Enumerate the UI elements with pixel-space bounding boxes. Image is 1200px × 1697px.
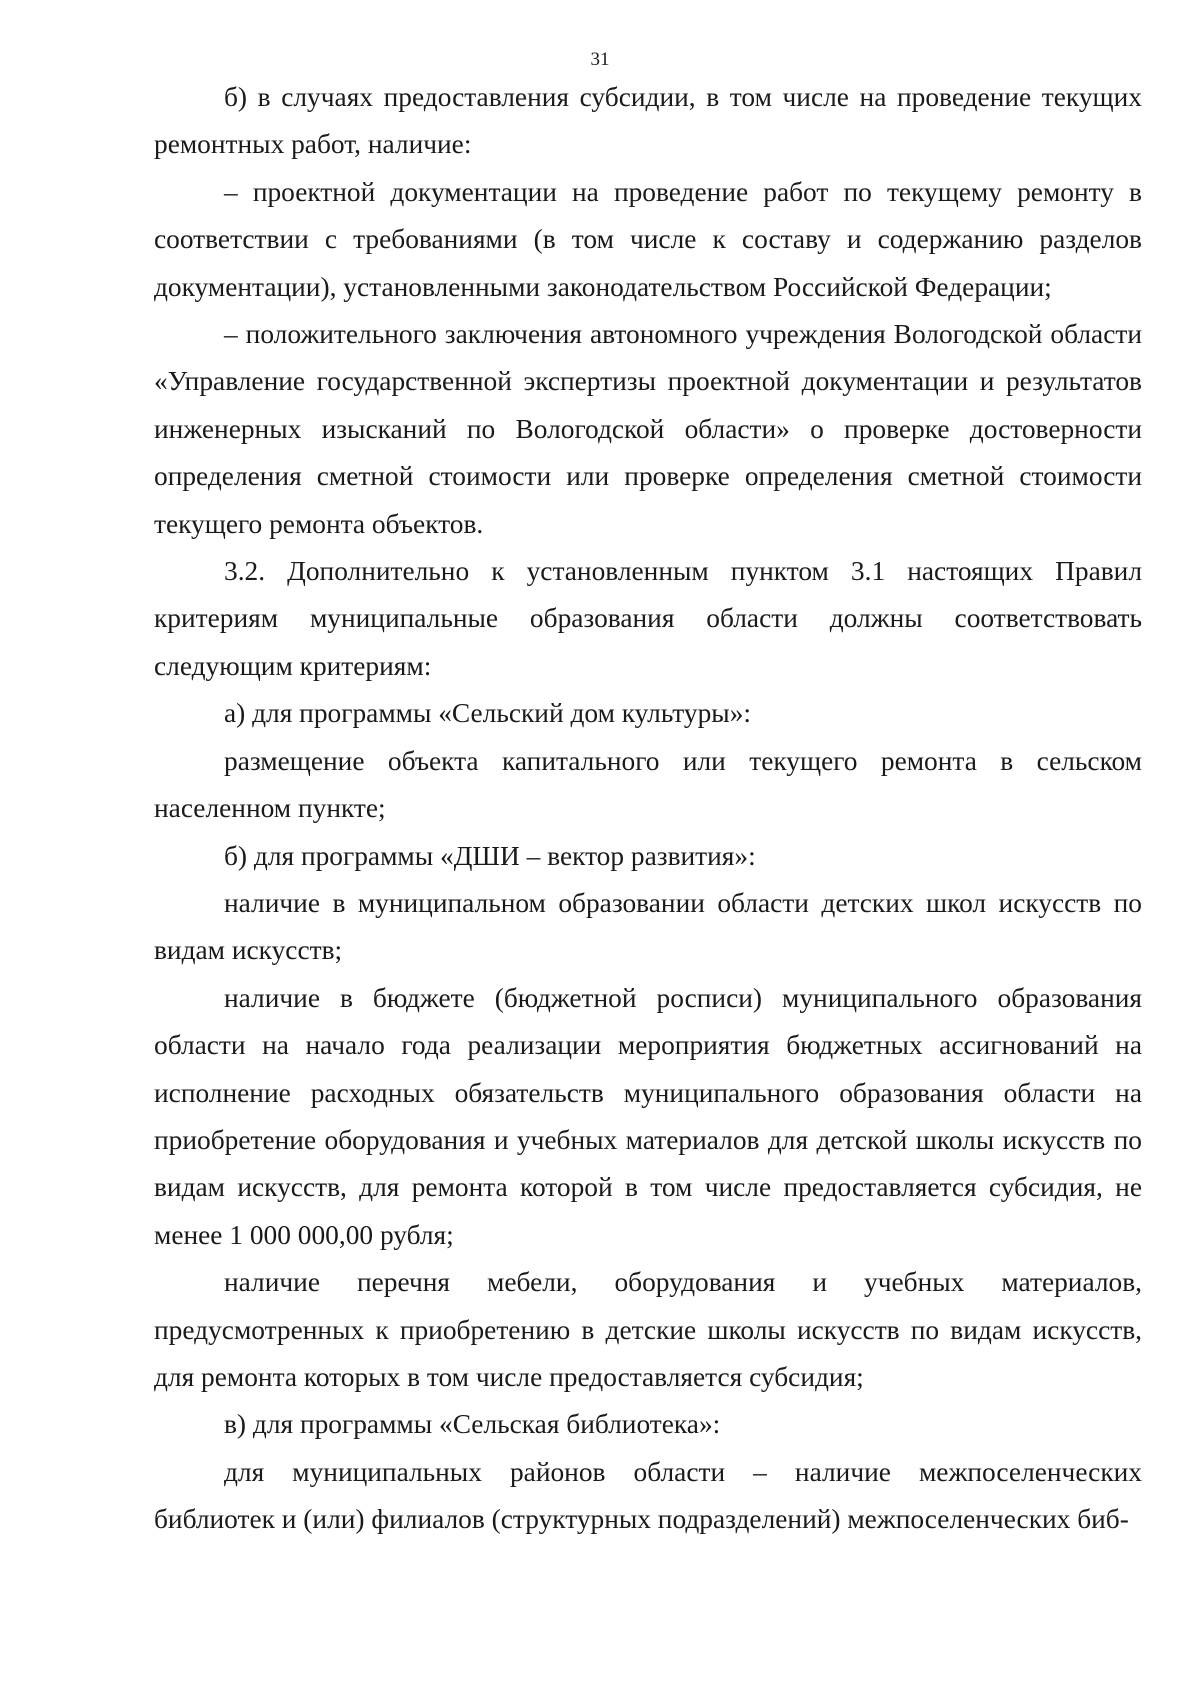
paragraph-rural-location: размещение объекта капитального или текущего ремонта в сельском населенном пункте; <box>154 745 1142 824</box>
paragraph-equipment-list: наличие перечня мебели, оборудования и учебных материалов, предусмотренных к приобретению в детские школы искусств по видам искусств, для ремонта которых в том числе предоставляется субсидия; <box>154 1267 1142 1392</box>
paragraph-3-2-a: а) для программы «Сельский дом культуры»: <box>224 698 752 729</box>
paragraph-art-schools-presence: наличие в муниципальном образовании области детских школ искусств по видам искусств; <box>154 887 1142 966</box>
paragraph-budget-allocation: наличие в бюджете (бюджетной росписи) муниципального образования области на начало года реализации мероприятия бюджетных ассигнований на исполнение расходных обязательств муниципального образования области на приобретение оборудования и учебных материалов для детской школы искусств по видам искусств, для ремонта которой в том числе предоставляется субсидия, не менее 1 000 000,00 рубля; <box>154 982 1142 1250</box>
paragraph-3-2-v: в) для программы «Сельская библиотека»: <box>224 1409 721 1440</box>
paragraph-municipal-libraries: для муниципальных районов области – наличие межпоселенческих библиотек и (или) филиалов (структурных подразделений) межпоселенческих биб- <box>154 1456 1142 1535</box>
paragraph-3-2: 3.2. Дополнительно к установленным пунктом 3.1 настоящих Правил критериям муниципальные образования области должны соответствовать следующим критериям: <box>154 556 1142 681</box>
paragraph-expertise-conclusion: – положительного заключения автономного учреждения Вологодской области «Управление государственной экспертизы проектной документации и результатов инженерных изысканий по Вологодской области» о проверке достоверности определения сметной стоимости или проверке определения сметной стоимости текущего ремонта объектов. <box>154 319 1142 539</box>
document-body <box>154 74 1142 1544</box>
paragraph-3-2-b: б) для программы «ДШИ – вектор развития»: <box>224 840 756 871</box>
paragraph-3-1-b: б) в случаях предоставления субсидии, в том числе на проведение текущих ремонтных работ, наличие: <box>154 82 1142 160</box>
page-number: 31 <box>590 49 610 70</box>
paragraph-design-documentation: – проектной документации на проведение работ по текущему ремонту в соответствии с требованиями (в том числе к составу и содержанию разделов документации), установленными законодательством Российской Федерации; <box>154 176 1142 302</box>
